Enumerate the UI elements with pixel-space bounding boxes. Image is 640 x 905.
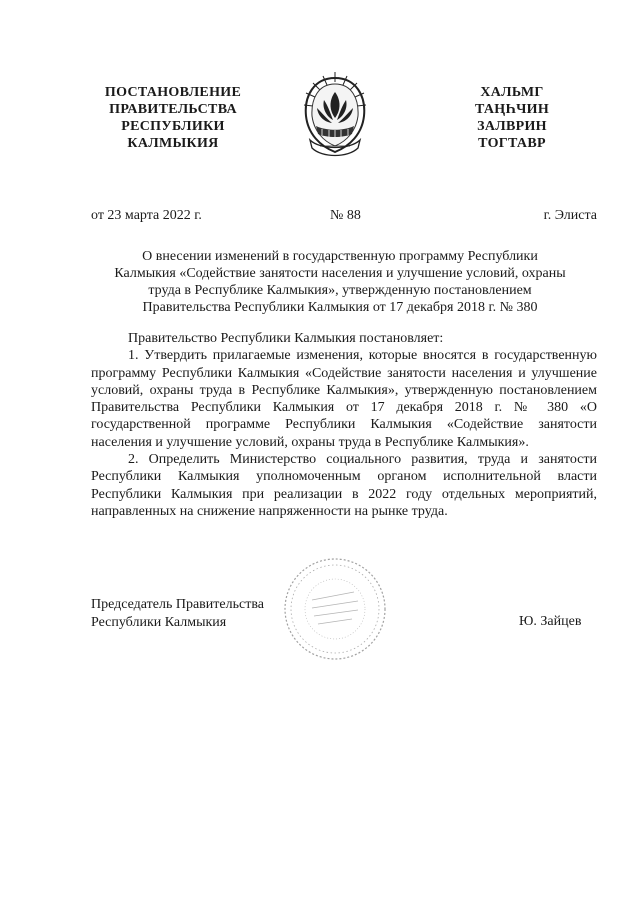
document-subject: [100, 248, 580, 316]
header-kalmyk-line: ЗАЛВРИН: [477, 119, 547, 134]
signatory-title: [91, 596, 264, 632]
subject-line: труда в Республике Калмыкия», утвержденную постановлением: [148, 283, 532, 298]
header-kalmyk-line: ХАЛЬМГ: [480, 85, 544, 100]
header-kalmyk: [458, 84, 566, 152]
signatory-name: Ю. Зайцев: [519, 614, 582, 629]
body-item-2: 2. Определить Министерство социального развития, труда и занятости Республики Калмыкия уполномоченным органом исполнительной власти Республики Калмыкия при реализации в 2022 году отдельных мероприятий, направленных на снижение напряженности на рынке труда.: [91, 452, 597, 519]
header-kalmyk-line: ТОГТАВР: [478, 136, 546, 151]
document-date: от 23 марта 2022 г.: [91, 208, 202, 223]
official-stamp: [282, 556, 388, 662]
header-russian-line: РЕСПУБЛИКИ: [121, 119, 225, 134]
subject-line: Калмыкия «Содействие занятости населения и улучшение условий, охраны: [114, 266, 566, 281]
document-body: [91, 330, 597, 520]
document-meta: [91, 208, 597, 226]
header-russian-line: КАЛМЫКИЯ: [127, 136, 219, 151]
body-item-1: 1. Утвердить прилагаемые изменения, которые вносятся в государственную программу Республики Калмыкия «Содействие занятости населения и улучшение условий, охраны труда в Республике Калмыкия», утвержденную постановлением Правительства Республики Калмыкия от 17 декабря 2018 г. № 380 «О государственной программе Республики Калмыкия «Содействие занятости населения и улучшение условий, охраны труда в Республике Калмыкия».: [91, 348, 597, 450]
document-city: г. Элиста: [543, 208, 597, 223]
subject-line: О внесении изменений в государственную программу Республики: [142, 249, 538, 264]
document-number: № 88: [330, 208, 361, 223]
signatory-title-line: Республики Калмыкия: [91, 615, 227, 630]
subject-line: Правительства Республики Калмыкия от 17 декабря 2018 г. № 380: [142, 300, 538, 315]
header-russian-line: ПРАВИТЕЛЬСТВА: [109, 102, 237, 117]
signatory-title-line: Председатель Правительства: [91, 597, 264, 612]
header-kalmyk-line: ТАҢҺЧИН: [474, 102, 550, 117]
coat-of-arms-emblem: [298, 68, 372, 160]
header-russian: [92, 84, 254, 152]
body-intro: Правительство Республики Калмыкия постановляет:: [128, 331, 444, 346]
header-russian-line: ПОСТАНОВЛЕНИЕ: [104, 85, 242, 100]
